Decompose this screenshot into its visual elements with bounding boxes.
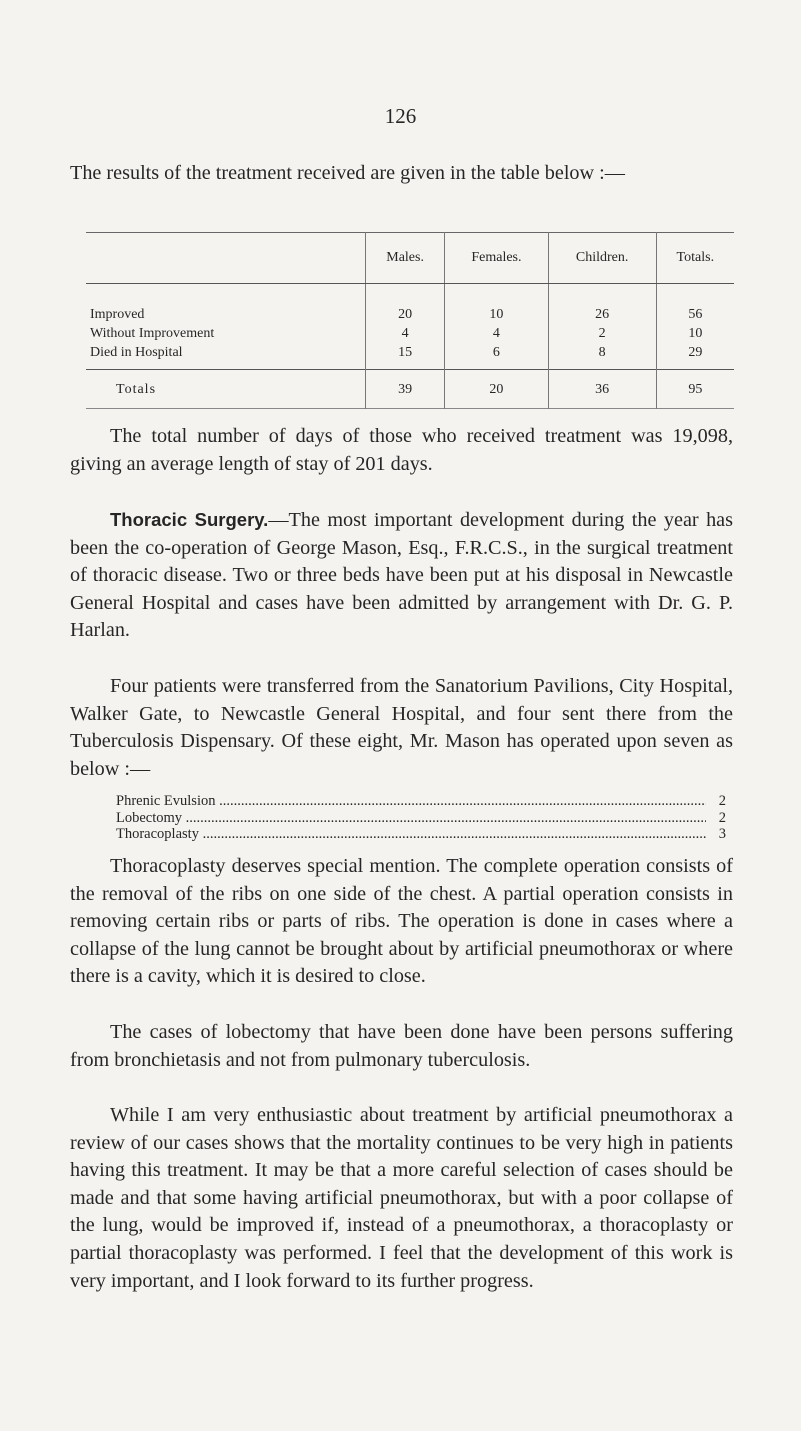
list-item — [116, 810, 726, 827]
cell-males: 15 — [366, 343, 445, 370]
operation-name: Thoracoplasty ..... — [116, 826, 706, 843]
cell-totals: 10 — [656, 324, 734, 343]
table-row — [86, 324, 734, 343]
page-number: 126 — [384, 104, 417, 128]
row-label: Without Improvement — [90, 326, 215, 341]
operation-count: 2 — [718, 793, 726, 809]
cell-totals: 29 — [656, 343, 734, 370]
header-blank — [86, 233, 366, 284]
cell-totals: 56 — [656, 284, 734, 325]
header-males: Males. — [366, 233, 445, 284]
cell-females: 4 — [445, 324, 548, 343]
thoracic-surgery-heading: Thoracic Surgery. — [110, 509, 269, 530]
cell-children: 26 — [548, 284, 656, 325]
list-item — [116, 793, 726, 810]
transfer-paragraph: Four patients were transferred from the Sanatorium Pavilions, City Hospital, Walker Gate, to Newcastle General Hospital, and four sent there from the Tuberculosis Dispensary. Of these eight, Mr. Mason has operated upon seven as below :— — [70, 675, 733, 780]
table-row — [86, 343, 734, 370]
cell-males: 39 — [366, 370, 445, 409]
row-label: Died in Hospital — [90, 345, 183, 360]
results-table — [86, 232, 734, 409]
table-row — [86, 284, 734, 325]
totals-row — [86, 370, 734, 409]
cell-totals: 95 — [656, 370, 734, 409]
header-totals: Totals. — [656, 233, 734, 284]
cell-males: 4 — [366, 324, 445, 343]
operation-count: 2 — [718, 809, 726, 826]
operation-name: Lobectomy ..... — [116, 810, 706, 827]
intro-paragraph: The results of the treatment received are given in the table below :— — [70, 162, 625, 184]
thoracic-surgery-text: —The most important development during the year has been the co-operation of George Mason, Esq., F.R.C.S., in the surgical treatment of thoracic disease. Two or three beds have been put at his disposal in Newcastle General Hospital and cases have been admitted by arrangement with Dr. G. P. Harlan. — [70, 509, 733, 642]
row-label: Totals — [86, 370, 366, 409]
cell-children: 2 — [548, 324, 656, 343]
cell-males: 20 — [366, 284, 445, 325]
header-females: Females. — [445, 233, 548, 284]
table-header-row — [86, 233, 734, 284]
enthusiastic-paragraph: While I am very enthusiastic about treatment by artificial pneumothorax a review of our cases shows that the mortality continues to be very high in patients having this treatment. It may be that a more careful selection of cases should be made and that some having artificial pneumothorax, but with a poor collapse of the lung, would be improved if, instead of a pneumothorax, a thoracoplasty or partial thoracoplasty was performed. I feel that the development of this work is very important, and I look forward to its further progress. — [70, 1104, 733, 1292]
thoracic-surgery-paragraph — [70, 506, 733, 645]
cell-females: 20 — [445, 370, 548, 409]
row-label: Improved — [90, 307, 145, 322]
operations-list — [116, 793, 726, 843]
lobectomy-paragraph: The cases of lobectomy that have been done have been persons suffering from bronchietasis and not from pulmonary tuberculosis. — [70, 1021, 733, 1071]
cell-females: 10 — [445, 284, 548, 325]
days-paragraph: The total number of days of those who received treatment was 19,098, giving an average length of stay of 201 days. — [70, 425, 733, 475]
header-children: Children. — [548, 233, 656, 284]
cell-children: 8 — [548, 343, 656, 370]
thoracoplasty-paragraph: Thoracoplasty deserves special mention. The complete operation consists of the removal of the ribs on one side of the chest. A partial operation consists in removing certain ribs or parts of ribs. The operation is done in cases where a collapse of the lung cannot be brought about by artificial pneumothorax or where there is a cavity, which it is desired to close. — [70, 855, 733, 988]
cell-children: 36 — [548, 370, 656, 409]
list-item — [116, 826, 726, 843]
cell-females: 6 — [445, 343, 548, 370]
operation-name: Phrenic Evulsion ..... — [116, 793, 706, 810]
operation-count: 3 — [718, 826, 726, 842]
